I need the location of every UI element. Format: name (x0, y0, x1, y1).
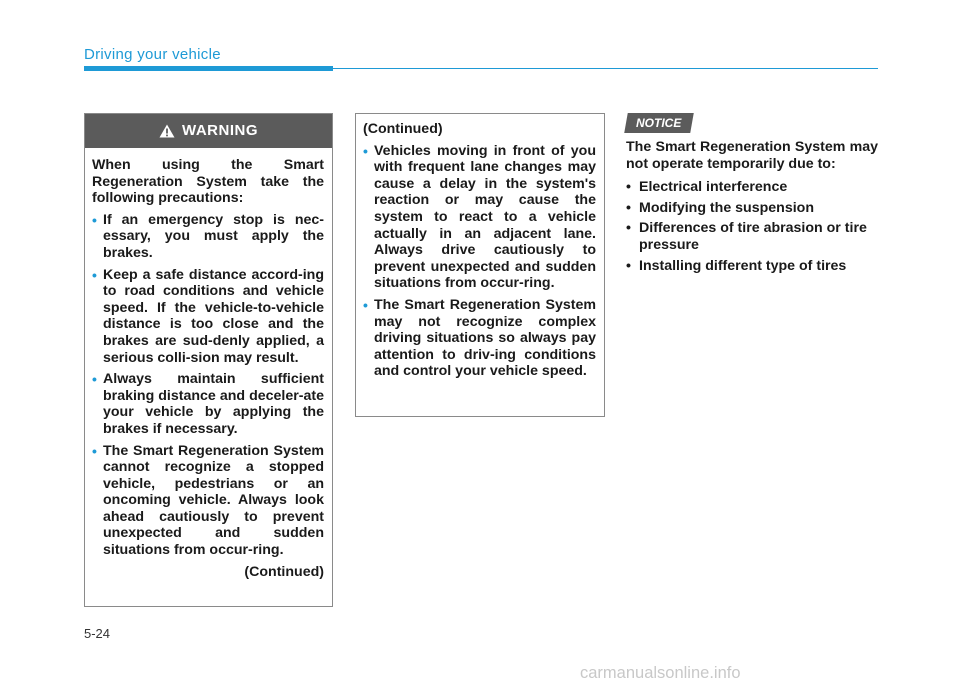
notice-intro: The Smart Regeneration System may not operate temporarily due to: (626, 139, 878, 172)
header-rule-thick (84, 66, 333, 71)
bullet-dot-icon: • (626, 220, 631, 237)
bullet-dot-icon: • (626, 199, 631, 216)
list-item: • Keep a safe distance accord-ing to road conditions and vehicle speed. If the vehicle-to-vehicle distance is too close and the brakes are sud-denly applied, a serious colli-sion may result. (92, 266, 324, 366)
list-item: • Differences of tire abrasion or tire pressure (626, 220, 867, 253)
bullet-dot-icon: • (363, 142, 368, 159)
continued-list (363, 143, 596, 380)
continued-box (355, 113, 605, 417)
warning-triangle-icon (159, 124, 175, 138)
list-item: • The Smart Regeneration System cannot recognize a stopped vehicle, pedestrians or an oncoming vehicle. Always look ahead cautiously to prevent unexpected and sudden situations from occur-ring. (92, 442, 324, 559)
list-item: • Modifying the suspension (626, 199, 814, 216)
bullet-dot-icon: • (626, 257, 631, 274)
list-item: • The Smart Regeneration System may not recognize complex driving situations so always pay attention to driv-ing conditions and control your vehicle speed. (363, 296, 596, 380)
notice-badge (624, 113, 694, 133)
section-title: Driving your vehicle (84, 46, 221, 63)
notice-section (626, 139, 878, 278)
bullet-dot-icon: • (626, 179, 631, 196)
watermark: carmanualsonline.info (580, 664, 741, 682)
list-item: • Electrical interference (626, 179, 788, 196)
warning-body (85, 148, 332, 580)
notice-label: NOTICE (636, 116, 682, 130)
header-rule-thin (333, 68, 878, 69)
list-item: • If an emergency stop is nec-essary, you must apply the brakes. (92, 211, 324, 261)
page-number: 5-24 (84, 626, 111, 641)
continued-label: (Continued) (363, 121, 443, 137)
list-item: • Vehicles moving in front of you with frequent lane changes may cause a delay in the system's reaction or may cause the system to react to a vehicle actually in an adjacent lane. Always drive cautiously to prevent unexpected and sudden situations from occur-ring. (363, 142, 596, 292)
warning-header (85, 114, 332, 148)
warning-intro: When using the Smart Regeneration System take the following precautions: (92, 157, 324, 207)
notice-list (626, 179, 878, 274)
list-item: • Always maintain sufficient braking distance and deceler-ate your vehicle by applying the brakes if necessary. (92, 371, 324, 437)
bullet-dot-icon: • (92, 266, 97, 283)
bullet-dot-icon: • (92, 211, 97, 228)
warning-box (84, 113, 333, 607)
warning-label: WARNING (182, 121, 258, 139)
list-item: • Installing different type of tires (626, 257, 847, 274)
bullet-dot-icon: • (92, 371, 97, 388)
bullet-dot-icon: • (363, 296, 368, 313)
continued-body (356, 114, 604, 380)
warning-list (92, 212, 324, 559)
bullet-dot-icon: • (92, 442, 97, 459)
warning-continued: (Continued) (244, 563, 324, 580)
